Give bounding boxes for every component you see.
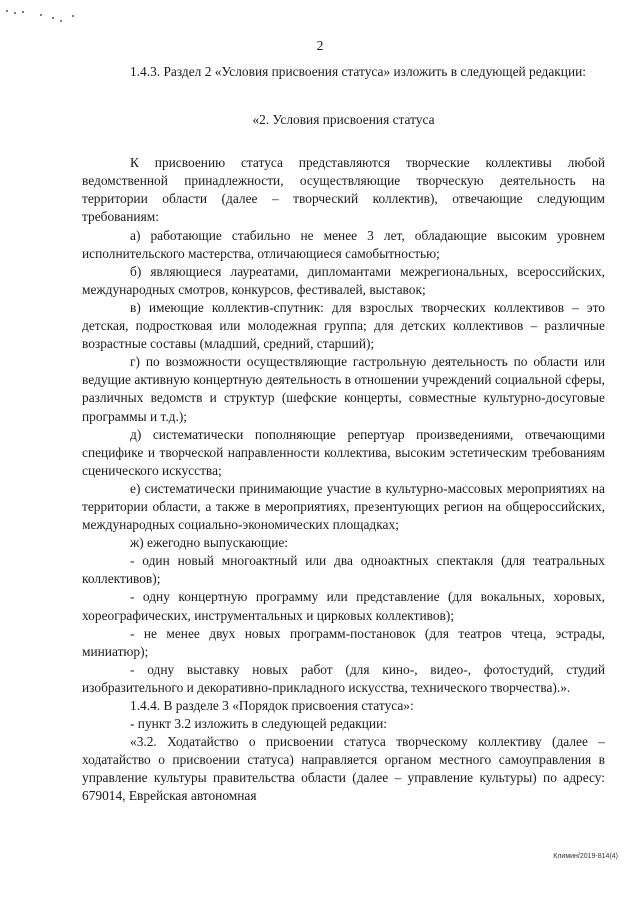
list-item-concert: - одну концертную программу или представление (для вокальных, хоровых, хореографических, инструментальных и цирковых коллективов); xyxy=(82,589,605,623)
requirement-d: д) систематически пополняющие репертуар произведениями, отвечающими специфике и творческой направленности коллектива, высоким эстетическим требованиям сценического искусства; xyxy=(82,426,605,478)
list-item-exhibition: - одну выставку новых работ (для кино-, видео-, фотостудий, студий изобразительного и декоративно-прикладного искусства, технического творчества).». xyxy=(82,661,605,695)
paragraph-1-4-4: 1.4.4. В разделе 3 «Порядок присвоения статуса»: xyxy=(130,698,414,713)
section-title: «2. Условия присвоения статуса xyxy=(252,112,435,128)
paragraph-clause-3-2: «3.2. Ходатайство о присвоении статуса творческому коллективу (далее – ходатайство о присвоении статуса) направляется органом местного самоуправления в управление культуры правительства области (далее – управление культуры) по адресу: 679014, Еврейская автономная xyxy=(82,734,605,804)
paragraph-clause-3-2-intro: - пункт 3.2 изложить в следующей редакции: xyxy=(130,716,387,732)
requirement-b: б) являющиеся лауреатами, дипломантами межрегиональных, всероссийских, международных смотров, конкурсов, фестивалей, выставок; xyxy=(82,263,605,297)
requirement-zh: ж) ежегодно выпускающие: xyxy=(130,535,289,551)
list-item-productions: - не менее двух новых программ-постановок (для театров чтеца, эстрады, миниатюр); xyxy=(82,625,605,659)
requirement-v: в) имеющие коллектив-спутник: для взрослых творческих коллективов – это детская, подростковая или молодежная группа; для детских коллективов – различные возрастные составы (младший, средний, старший); xyxy=(82,299,605,352)
paragraph-1-4-3: 1.4.3. Раздел 2 «Условия присвоения статуса» изложить в следующей редакции: xyxy=(130,64,586,79)
paragraph-intro: К присвоению статуса представляются творческие коллективы любой ведомственной принадлежности, осуществляющие творческую деятельность на территории области (далее – творческий коллектив), отвечающие следующим требованиям: xyxy=(82,155,605,225)
list-item-theatre: - один новый многоактный или два одноактных спектакля (для театральных коллективов); xyxy=(82,553,605,587)
page-number: 2 xyxy=(316,38,324,53)
footer-document-code: Климин/2019-814(4) xyxy=(553,853,618,860)
requirement-a: а) работающие стабильно не менее 3 лет, обладающие высоким уровнем исполнительского мастерства, отличающиеся самобытностью; xyxy=(82,227,605,261)
requirement-g: г) по возможности осуществляющие гастрольную деятельность по области или ведущие активную концертную деятельность в отношении учреждений социальной сферы, различных ведомств и структур (шефские концерты, совместные культурно-досуговые программы и т.д.); xyxy=(82,354,605,424)
requirement-e: е) систематически принимающие участие в культурно-массовых мероприятиях на территории области, а также в мероприятиях, презентующих регион на общероссийских, международных социально-экономических площадках; xyxy=(82,480,605,533)
document-body xyxy=(82,63,605,806)
